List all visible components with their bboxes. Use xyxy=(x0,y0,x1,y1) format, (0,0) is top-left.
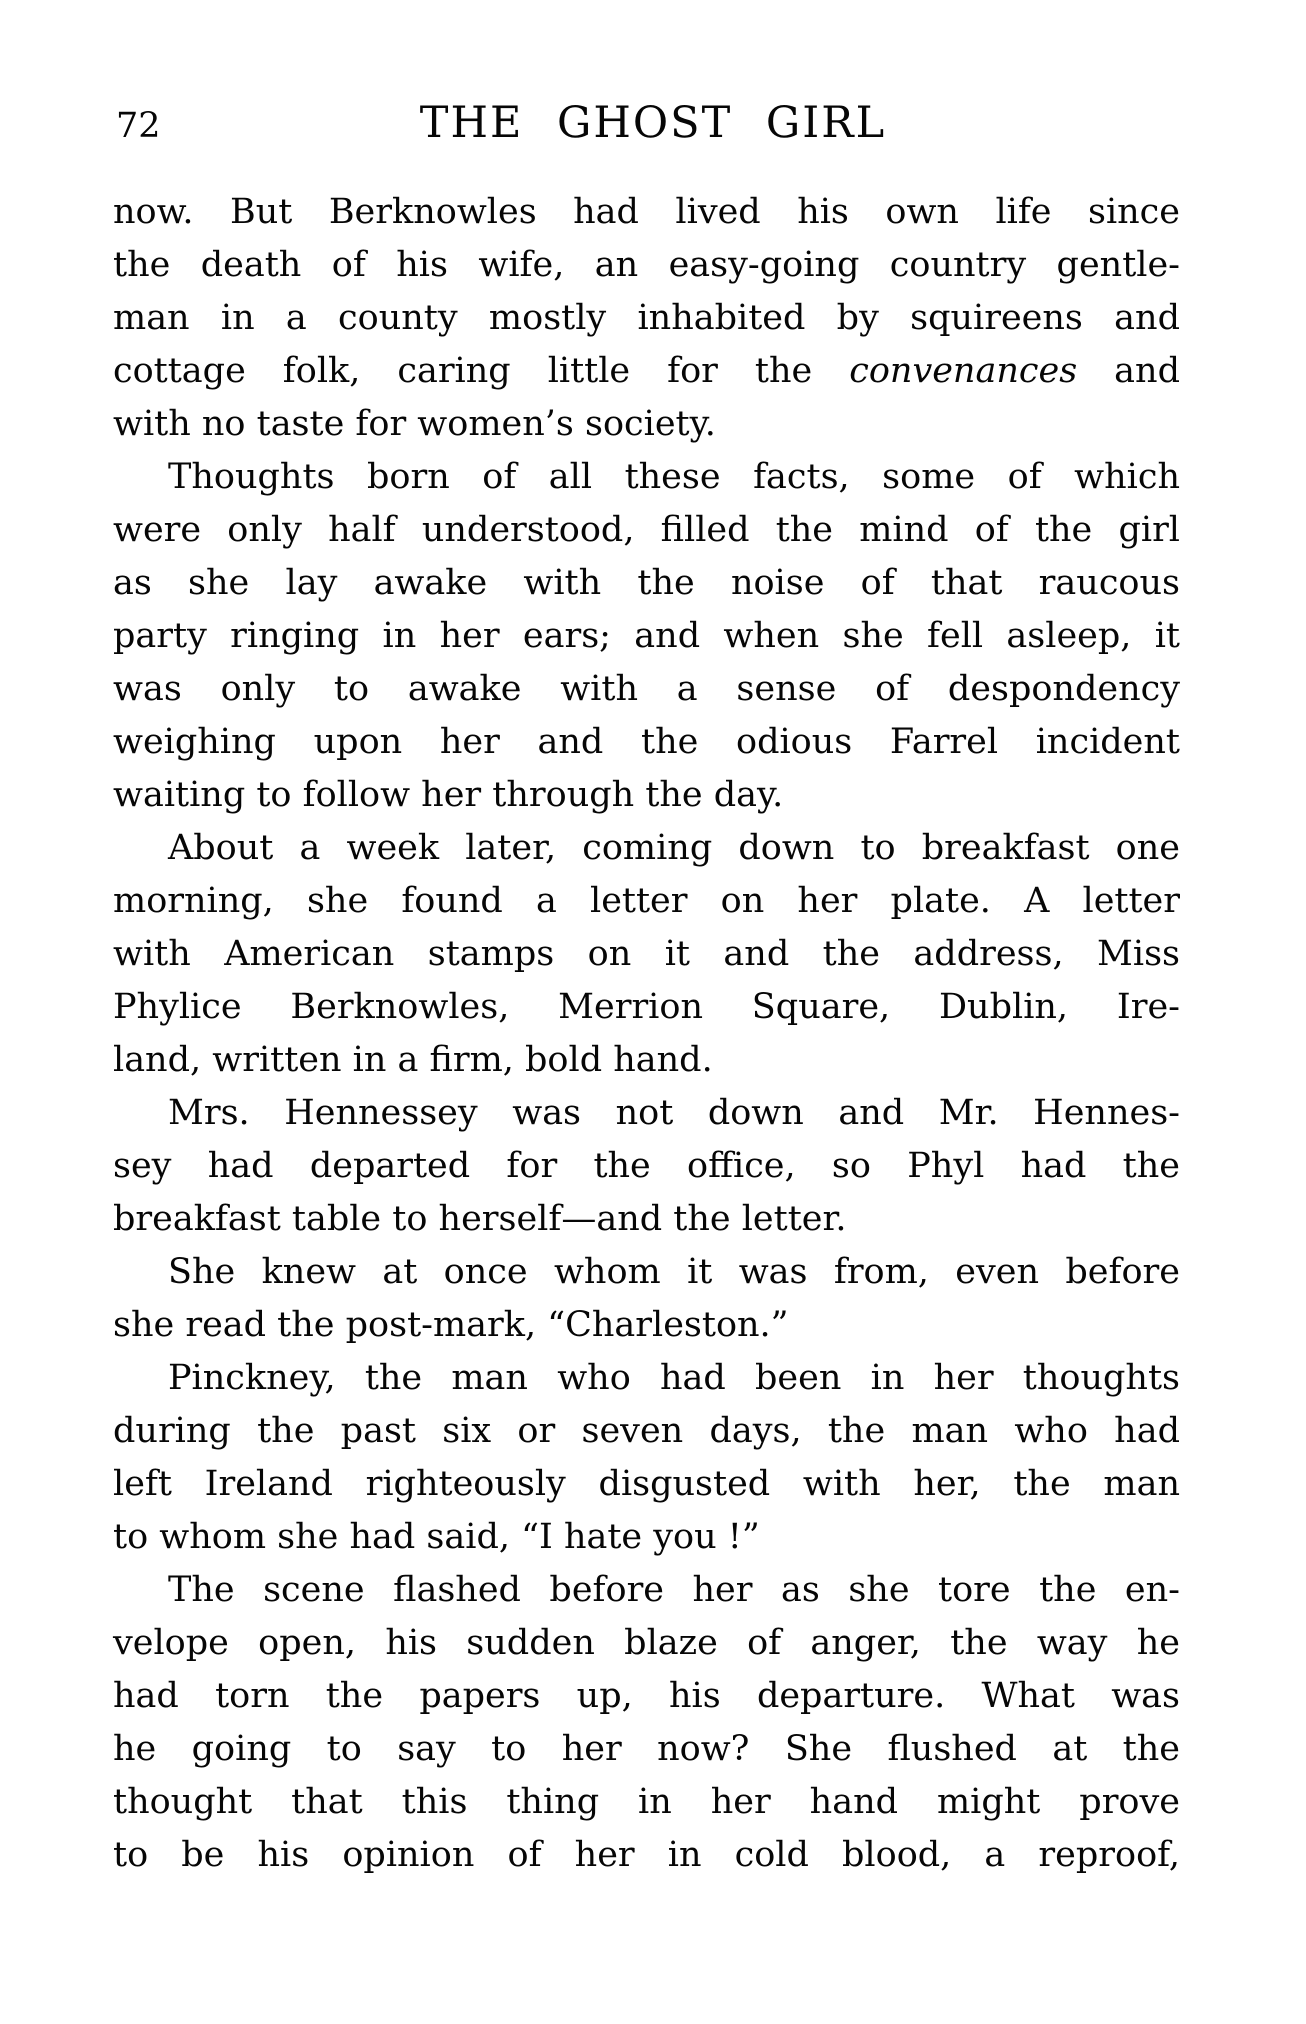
text-line: thought that this thing in her hand might prove xyxy=(113,1782,1180,1822)
text-line: left Ireland righteously disgusted with her, the man xyxy=(113,1464,1180,1504)
text-line: was only to awake with a sense of despondency xyxy=(113,669,1180,709)
text-segment: and xyxy=(1077,351,1180,391)
text-line: About a week later, coming down to breakfast one xyxy=(168,828,1180,868)
text-line: man in a county mostly inhabited by squireens and xyxy=(113,298,1180,338)
text-line: breakfast table to herself—and the letter. xyxy=(113,1199,847,1239)
text-line: sey had departed for the office, so Phyl had the xyxy=(113,1146,1180,1186)
text-line: Thoughts born of all these facts, some of which xyxy=(168,457,1180,497)
text-line: as she lay awake with the noise of that raucous xyxy=(113,563,1180,603)
text-line: during the past six or seven days, the man who had xyxy=(113,1411,1180,1451)
text-line: velope open, his sudden blaze of anger, the way he xyxy=(113,1623,1180,1663)
text-line: he going to say to her now? She flushed at the xyxy=(113,1729,1180,1769)
text-line: weighing upon her and the odious Farrel incident xyxy=(113,722,1180,762)
body-text xyxy=(113,186,1180,1882)
text-segment: cottage folk, caring little for the xyxy=(113,351,850,391)
text-line xyxy=(113,345,1180,398)
text-line: she read the post-mark, “Charleston.” xyxy=(113,1305,789,1345)
text-line: waiting to follow her through the day. xyxy=(113,775,784,815)
running-title: THE GHOST GIRL xyxy=(419,98,887,148)
text-line: land, written in a firm, bold hand. xyxy=(113,1040,713,1080)
text-line: with no taste for women’s society. xyxy=(113,404,716,444)
text-line: party ringing in her ears; and when she fell asleep, it xyxy=(113,616,1180,656)
text-line: Mrs. Hennessey was not down and Mr. Hennes- xyxy=(168,1093,1180,1133)
text-line: She knew at once whom it was from, even before xyxy=(168,1252,1180,1292)
text-line: the death of his wife, an easy-going country gentle- xyxy=(113,245,1180,285)
text-line: had torn the papers up, his departure. What was xyxy=(113,1676,1180,1716)
page-number: 72 xyxy=(116,106,161,146)
text-line: morning, she found a letter on her plate. A letter xyxy=(113,881,1180,921)
italic-word: convenances xyxy=(849,351,1078,391)
text-line: were only half understood, filled the mind of the girl xyxy=(113,510,1180,550)
text-line: now. But Berknowles had lived his own life since xyxy=(113,192,1180,232)
text-line: Pinckney, the man who had been in her thoughts xyxy=(168,1358,1180,1398)
text-line: to be his opinion of her in cold blood, a reproof, xyxy=(113,1835,1180,1875)
text-line: to whom she had said, “I hate you !” xyxy=(113,1517,760,1557)
text-line: The scene flashed before her as she tore the en- xyxy=(168,1570,1180,1610)
text-line: Phylice Berknowles, Merrion Square, Dublin, Ire- xyxy=(113,987,1180,1027)
text-line: with American stamps on it and the address, Miss xyxy=(113,934,1180,974)
